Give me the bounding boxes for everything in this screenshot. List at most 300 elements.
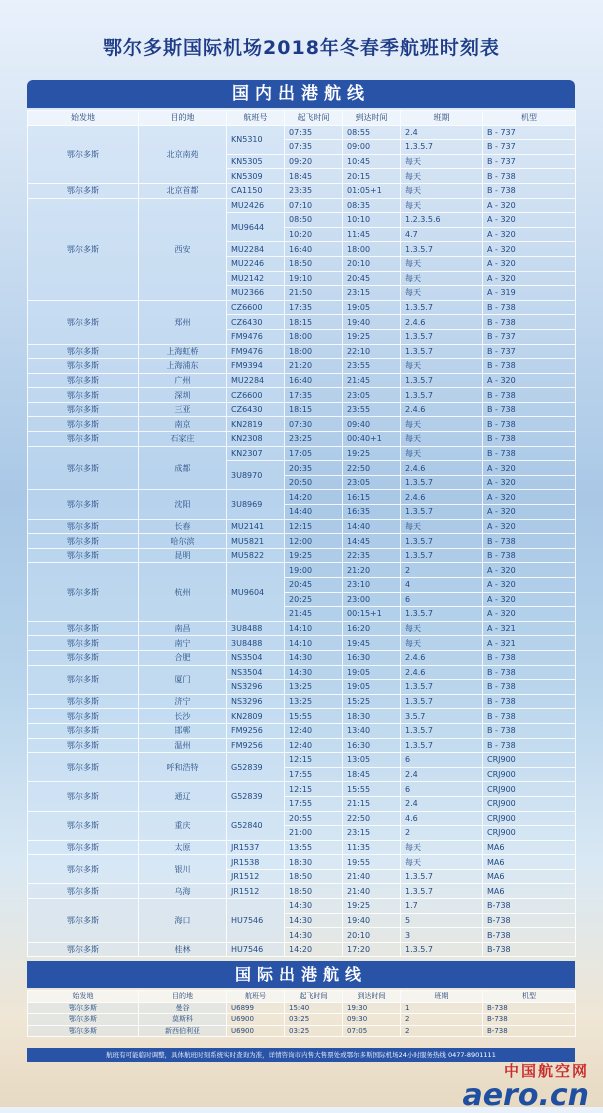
flight-number-cell: KN5305 — [227, 154, 285, 169]
column-header: 起飞时间 — [285, 991, 343, 1003]
flight-number-cell: KN2308 — [227, 432, 285, 447]
table-row — [28, 942, 576, 957]
departure-time-cell: 12:00 — [285, 534, 343, 549]
aircraft-type-cell: A - 320 — [483, 490, 576, 505]
origin-cell: 鄂尔多斯 — [28, 490, 139, 519]
aircraft-type-cell: B-738 — [483, 1025, 576, 1037]
international-schedule-table — [27, 990, 576, 1037]
schedule-days-cell: 每天 — [401, 621, 483, 636]
departure-time-cell: 18:15 — [285, 315, 343, 330]
table-row — [28, 519, 576, 534]
origin-cell: 鄂尔多斯 — [28, 738, 139, 753]
table-row — [28, 753, 576, 768]
origin-cell: 鄂尔多斯 — [28, 899, 139, 943]
schedule-days-cell: 1.3.5.7 — [401, 505, 483, 520]
flight-number-cell: JR1537 — [227, 840, 285, 855]
origin-cell: 鄂尔多斯 — [28, 636, 139, 651]
aircraft-type-cell: B - 738 — [483, 402, 576, 417]
schedule-days-cell: 1.3.5.7 — [401, 738, 483, 753]
flight-number-cell: NS3504 — [227, 650, 285, 665]
aircraft-type-cell: A - 320 — [483, 271, 576, 286]
table-row — [28, 344, 576, 359]
departure-time-cell: 14:10 — [285, 636, 343, 651]
schedule-days-cell: 5 — [401, 913, 483, 928]
destination-cell: 北京首都 — [139, 183, 227, 198]
origin-cell: 鄂尔多斯 — [28, 417, 139, 432]
arrival-time-cell: 20:10 — [343, 256, 401, 271]
table-row — [28, 694, 576, 709]
arrival-time-cell: 15:25 — [343, 694, 401, 709]
flight-number-cell: NS3296 — [227, 694, 285, 709]
arrival-time-cell: 23:55 — [343, 359, 401, 374]
origin-cell: 鄂尔多斯 — [28, 563, 139, 621]
arrival-time-cell: 18:45 — [343, 767, 401, 782]
schedule-days-cell: 每天 — [401, 154, 483, 169]
column-header: 到达时间 — [343, 111, 401, 126]
schedule-days-cell: 1.3.5.7 — [401, 300, 483, 315]
schedule-days-cell: 每天 — [401, 169, 483, 184]
departure-time-cell: 12:15 — [285, 519, 343, 534]
departure-time-cell: 15:55 — [285, 709, 343, 724]
flight-number-cell: NS3504 — [227, 665, 285, 680]
destination-cell: 沈阳 — [139, 490, 227, 519]
arrival-time-cell: 00:40+1 — [343, 432, 401, 447]
destination-cell: 济宁 — [139, 694, 227, 709]
destination-cell: 上海虹桥 — [139, 344, 227, 359]
aircraft-type-cell: A - 320 — [483, 213, 576, 228]
aircraft-type-cell: B - 737 — [483, 125, 576, 140]
arrival-time-cell: 19:40 — [343, 913, 401, 928]
flight-number-cell: MU2141 — [227, 519, 285, 534]
schedule-days-cell: 6 — [401, 782, 483, 797]
schedule-days-cell: 1.3.5.7 — [401, 869, 483, 884]
table-row — [28, 388, 576, 403]
schedule-days-cell: 1.3.5.7 — [401, 475, 483, 490]
flight-number-cell: JR1512 — [227, 884, 285, 899]
departure-time-cell: 08:50 — [285, 213, 343, 228]
aircraft-type-cell: B-738 — [483, 899, 576, 914]
flight-number-cell: FM9256 — [227, 738, 285, 753]
arrival-time-cell: 19:05 — [343, 665, 401, 680]
departure-time-cell: 21:45 — [285, 607, 343, 622]
aircraft-type-cell: B - 738 — [483, 738, 576, 753]
schedule-days-cell: 2.4.6 — [401, 490, 483, 505]
arrival-time-cell: 23:15 — [343, 826, 401, 841]
table-row — [28, 1025, 576, 1037]
aircraft-type-cell: A - 321 — [483, 621, 576, 636]
destination-cell: 郑州 — [139, 300, 227, 344]
schedule-days-cell: 1.3.5.7 — [401, 548, 483, 563]
aircraft-type-cell: MA6 — [483, 855, 576, 870]
aircraft-type-cell: A - 320 — [483, 373, 576, 388]
arrival-time-cell: 21:40 — [343, 869, 401, 884]
aircraft-type-cell: B-738 — [483, 913, 576, 928]
schedule-days-cell: 1.3.5.7 — [401, 242, 483, 257]
table-row — [28, 300, 576, 315]
flight-number-cell: HU7546 — [227, 942, 285, 957]
origin-cell: 鄂尔多斯 — [28, 840, 139, 855]
departure-time-cell: 12:40 — [285, 723, 343, 738]
arrival-time-cell: 09:00 — [343, 140, 401, 155]
departure-time-cell: 23:35 — [285, 183, 343, 198]
flight-number-cell: MU2366 — [227, 286, 285, 301]
schedule-days-cell: 1.7 — [401, 899, 483, 914]
destination-cell: 北京南苑 — [139, 125, 227, 183]
departure-time-cell: 14:30 — [285, 650, 343, 665]
aircraft-type-cell: B - 738 — [483, 680, 576, 695]
arrival-time-cell: 22:50 — [343, 811, 401, 826]
destination-cell: 西安 — [139, 198, 227, 300]
table-row — [28, 563, 576, 578]
domestic-schedule-table — [27, 110, 576, 957]
column-header: 始发地 — [28, 111, 139, 126]
schedule-days-cell: 1.3.5.7 — [401, 723, 483, 738]
destination-cell: 莫斯科 — [139, 1014, 227, 1026]
departure-time-cell: 14:10 — [285, 621, 343, 636]
arrival-time-cell: 19:05 — [343, 680, 401, 695]
destination-cell: 昆明 — [139, 548, 227, 563]
origin-cell: 鄂尔多斯 — [28, 782, 139, 811]
flight-number-cell: 3U8488 — [227, 636, 285, 651]
aircraft-type-cell: A - 320 — [483, 461, 576, 476]
flight-number-cell: FM9394 — [227, 359, 285, 374]
flight-number-cell: JR1538 — [227, 855, 285, 870]
origin-cell: 鄂尔多斯 — [28, 855, 139, 884]
departure-time-cell: 20:25 — [285, 592, 343, 607]
departure-time-cell: 17:55 — [285, 796, 343, 811]
aircraft-type-cell: A - 320 — [483, 563, 576, 578]
arrival-time-cell: 19:55 — [343, 855, 401, 870]
table-row — [28, 636, 576, 651]
destination-cell: 石家庄 — [139, 432, 227, 447]
departure-time-cell: 14:30 — [285, 928, 343, 943]
schedule-days-cell: 1 — [401, 1002, 483, 1014]
origin-cell: 鄂尔多斯 — [28, 519, 139, 534]
schedule-days-cell: 1.2.3.5.6 — [401, 213, 483, 228]
origin-cell: 鄂尔多斯 — [28, 388, 139, 403]
flight-number-cell: CZ6430 — [227, 315, 285, 330]
departure-time-cell: 13:25 — [285, 680, 343, 695]
origin-cell: 鄂尔多斯 — [28, 650, 139, 665]
departure-time-cell: 20:50 — [285, 475, 343, 490]
flight-number-cell: MU2284 — [227, 242, 285, 257]
column-header: 航班号 — [227, 111, 285, 126]
destination-cell: 曼谷 — [139, 1002, 227, 1014]
logo-en-text: aero.cn — [462, 1078, 589, 1113]
arrival-time-cell: 21:15 — [343, 796, 401, 811]
table-row — [28, 534, 576, 549]
aircraft-type-cell: A - 320 — [483, 198, 576, 213]
arrival-time-cell: 21:20 — [343, 563, 401, 578]
destination-cell: 南京 — [139, 417, 227, 432]
flight-number-cell: U6900 — [227, 1014, 285, 1026]
arrival-time-cell: 11:45 — [343, 227, 401, 242]
arrival-time-cell: 16:30 — [343, 738, 401, 753]
table-row — [28, 183, 576, 198]
column-header: 班期 — [401, 111, 483, 126]
arrival-time-cell: 11:35 — [343, 840, 401, 855]
table-row — [28, 709, 576, 724]
table-row — [28, 359, 576, 374]
table-row — [28, 650, 576, 665]
aircraft-type-cell: B - 737 — [483, 154, 576, 169]
aircraft-type-cell: A - 321 — [483, 636, 576, 651]
aircraft-type-cell: A - 320 — [483, 519, 576, 534]
origin-cell: 鄂尔多斯 — [28, 1002, 139, 1014]
origin-cell: 鄂尔多斯 — [28, 665, 139, 694]
arrival-time-cell: 13:40 — [343, 723, 401, 738]
column-header: 到达时间 — [343, 991, 401, 1003]
arrival-time-cell: 10:45 — [343, 154, 401, 169]
origin-cell: 鄂尔多斯 — [28, 621, 139, 636]
arrival-time-cell: 20:10 — [343, 928, 401, 943]
origin-cell: 鄂尔多斯 — [28, 884, 139, 899]
arrival-time-cell: 01:05+1 — [343, 183, 401, 198]
departure-time-cell: 18:30 — [285, 855, 343, 870]
origin-cell: 鄂尔多斯 — [28, 432, 139, 447]
schedule-days-cell: 1.3.5.7 — [401, 373, 483, 388]
column-header: 机型 — [483, 991, 576, 1003]
origin-cell: 鄂尔多斯 — [28, 1025, 139, 1037]
destination-cell: 长沙 — [139, 709, 227, 724]
flight-number-cell: MU9604 — [227, 563, 285, 621]
aircraft-type-cell: B - 738 — [483, 534, 576, 549]
arrival-time-cell: 19:25 — [343, 329, 401, 344]
departure-time-cell: 14:30 — [285, 899, 343, 914]
flight-number-cell: MU9644 — [227, 213, 285, 242]
flight-number-cell: FM9256 — [227, 723, 285, 738]
arrival-time-cell: 20:15 — [343, 169, 401, 184]
aircraft-type-cell: CRJ900 — [483, 826, 576, 841]
aircraft-type-cell: B - 737 — [483, 140, 576, 155]
table-row — [28, 855, 576, 870]
origin-cell: 鄂尔多斯 — [28, 183, 139, 198]
departure-time-cell: 10:20 — [285, 227, 343, 242]
arrival-time-cell: 23:55 — [343, 402, 401, 417]
arrival-time-cell: 20:45 — [343, 271, 401, 286]
table-row — [28, 621, 576, 636]
departure-time-cell: 21:20 — [285, 359, 343, 374]
schedule-days-cell: 每天 — [401, 183, 483, 198]
schedule-days-cell: 6 — [401, 592, 483, 607]
departure-time-cell: 09:20 — [285, 154, 343, 169]
destination-cell: 温州 — [139, 738, 227, 753]
origin-cell: 鄂尔多斯 — [28, 125, 139, 183]
aircraft-type-cell: B - 738 — [483, 665, 576, 680]
aircraft-type-cell: CRJ900 — [483, 796, 576, 811]
departure-time-cell: 07:35 — [285, 140, 343, 155]
arrival-time-cell: 23:10 — [343, 578, 401, 593]
schedule-days-cell: 1.3.5.7 — [401, 344, 483, 359]
flight-number-cell: KN2819 — [227, 417, 285, 432]
aircraft-type-cell: B - 738 — [483, 723, 576, 738]
flight-number-cell: KN5309 — [227, 169, 285, 184]
schedule-days-cell: 2 — [401, 1025, 483, 1037]
schedule-days-cell: 4.6 — [401, 811, 483, 826]
destination-cell: 哈尔滨 — [139, 534, 227, 549]
schedule-days-cell: 2.4 — [401, 125, 483, 140]
departure-time-cell: 16:40 — [285, 373, 343, 388]
arrival-time-cell: 23:05 — [343, 475, 401, 490]
arrival-time-cell: 09:30 — [343, 1014, 401, 1026]
arrival-time-cell: 23:05 — [343, 388, 401, 403]
departure-time-cell: 12:15 — [285, 753, 343, 768]
arrival-time-cell: 18:00 — [343, 242, 401, 257]
aircraft-type-cell: B - 738 — [483, 709, 576, 724]
aircraft-type-cell: A - 320 — [483, 505, 576, 520]
schedule-days-cell: 1.3.5.7 — [401, 329, 483, 344]
schedule-days-cell: 每天 — [401, 286, 483, 301]
schedule-days-cell: 3.5.7 — [401, 709, 483, 724]
schedule-days-cell: 1.3.5.7 — [401, 607, 483, 622]
destination-cell: 南宁 — [139, 636, 227, 651]
aircraft-type-cell: B - 738 — [483, 432, 576, 447]
origin-cell: 鄂尔多斯 — [28, 344, 139, 359]
aircraft-type-cell: B-738 — [483, 1002, 576, 1014]
aircraft-type-cell: B - 738 — [483, 650, 576, 665]
flight-number-cell: NS3296 — [227, 680, 285, 695]
departure-time-cell: 18:15 — [285, 402, 343, 417]
destination-cell: 呼和浩特 — [139, 753, 227, 782]
table-row — [28, 723, 576, 738]
schedule-days-cell: 2.4.6 — [401, 402, 483, 417]
aircraft-type-cell: B - 738 — [483, 417, 576, 432]
table-row — [28, 884, 576, 899]
flight-number-cell: G52839 — [227, 782, 285, 811]
destination-cell: 合肥 — [139, 650, 227, 665]
departure-time-cell: 12:40 — [285, 738, 343, 753]
arrival-time-cell: 15:55 — [343, 782, 401, 797]
flight-number-cell: CZ6600 — [227, 300, 285, 315]
aircraft-type-cell: B - 738 — [483, 300, 576, 315]
flight-number-cell: CZ6600 — [227, 388, 285, 403]
flight-number-cell: MU2246 — [227, 256, 285, 271]
schedule-days-cell: 2.4.6 — [401, 665, 483, 680]
flight-number-cell: HU7546 — [227, 899, 285, 943]
schedule-days-cell: 1.3.5.7 — [401, 694, 483, 709]
schedule-days-cell: 2 — [401, 563, 483, 578]
origin-cell: 鄂尔多斯 — [28, 1014, 139, 1026]
origin-cell: 鄂尔多斯 — [28, 373, 139, 388]
destination-cell: 乌海 — [139, 884, 227, 899]
origin-cell: 鄂尔多斯 — [28, 402, 139, 417]
arrival-time-cell: 07:05 — [343, 1025, 401, 1037]
schedule-days-cell: 每天 — [401, 432, 483, 447]
table-row — [28, 432, 576, 447]
arrival-time-cell: 19:25 — [343, 899, 401, 914]
origin-cell: 鄂尔多斯 — [28, 709, 139, 724]
flight-number-cell: KN2307 — [227, 446, 285, 461]
aircraft-type-cell: A - 320 — [483, 242, 576, 257]
table-row — [28, 402, 576, 417]
table-row — [28, 490, 576, 505]
schedule-days-cell: 1.3.5.7 — [401, 942, 483, 957]
table-row — [28, 811, 576, 826]
aircraft-type-cell: MA6 — [483, 884, 576, 899]
departure-time-cell: 18:50 — [285, 256, 343, 271]
arrival-time-cell: 19:05 — [343, 300, 401, 315]
arrival-time-cell: 16:15 — [343, 490, 401, 505]
origin-cell: 鄂尔多斯 — [28, 753, 139, 782]
aircraft-type-cell: CRJ900 — [483, 782, 576, 797]
aircraft-type-cell: MA6 — [483, 840, 576, 855]
arrival-time-cell: 21:45 — [343, 373, 401, 388]
flight-number-cell: MU2142 — [227, 271, 285, 286]
table-row — [28, 840, 576, 855]
flight-number-cell: JR1512 — [227, 869, 285, 884]
aircraft-type-cell: B-738 — [483, 1014, 576, 1026]
schedule-days-cell: 1.3.5.7 — [401, 140, 483, 155]
aircraft-type-cell: B - 738 — [483, 694, 576, 709]
aircraft-type-cell: B - 737 — [483, 344, 576, 359]
departure-time-cell: 16:40 — [285, 242, 343, 257]
departure-time-cell: 19:25 — [285, 548, 343, 563]
flight-number-cell: U6900 — [227, 1025, 285, 1037]
origin-cell: 鄂尔多斯 — [28, 548, 139, 563]
departure-time-cell: 18:45 — [285, 169, 343, 184]
arrival-time-cell: 22:50 — [343, 461, 401, 476]
departure-time-cell: 03:25 — [285, 1014, 343, 1026]
flight-number-cell: CA1150 — [227, 183, 285, 198]
arrival-time-cell: 23:00 — [343, 592, 401, 607]
departure-time-cell: 07:35 — [285, 125, 343, 140]
departure-time-cell: 20:35 — [285, 461, 343, 476]
arrival-time-cell: 23:15 — [343, 286, 401, 301]
departure-time-cell: 14:20 — [285, 490, 343, 505]
aircraft-type-cell: B - 738 — [483, 359, 576, 374]
column-header: 目的地 — [139, 111, 227, 126]
aircraft-type-cell: A - 319 — [483, 286, 576, 301]
table-header-row — [28, 111, 576, 126]
table-row — [28, 1002, 576, 1014]
table-row — [28, 665, 576, 680]
destination-cell: 杭州 — [139, 563, 227, 621]
arrival-time-cell: 14:40 — [343, 519, 401, 534]
arrival-time-cell: 18:30 — [343, 709, 401, 724]
departure-time-cell: 14:40 — [285, 505, 343, 520]
schedule-days-cell: 2.4 — [401, 767, 483, 782]
table-row — [28, 782, 576, 797]
schedule-days-cell: 4 — [401, 578, 483, 593]
destination-cell: 海口 — [139, 899, 227, 943]
flight-number-cell: KN2809 — [227, 709, 285, 724]
flight-number-cell: FM9476 — [227, 329, 285, 344]
departure-time-cell: 03:25 — [285, 1025, 343, 1037]
aircraft-type-cell: B - 738 — [483, 169, 576, 184]
departure-time-cell: 18:50 — [285, 869, 343, 884]
aircraft-type-cell: A - 320 — [483, 592, 576, 607]
arrival-time-cell: 09:40 — [343, 417, 401, 432]
aircraft-type-cell: A - 320 — [483, 475, 576, 490]
departure-time-cell: 07:10 — [285, 198, 343, 213]
aircraft-type-cell: B-738 — [483, 928, 576, 943]
flight-number-cell: MU5821 — [227, 534, 285, 549]
aircraft-type-cell: A - 320 — [483, 256, 576, 271]
schedule-days-cell: 每天 — [401, 256, 483, 271]
aircraft-type-cell: B - 738 — [483, 446, 576, 461]
destination-cell: 成都 — [139, 446, 227, 490]
aircraft-type-cell: A - 320 — [483, 578, 576, 593]
departure-time-cell: 19:00 — [285, 563, 343, 578]
origin-cell: 鄂尔多斯 — [28, 534, 139, 549]
departure-time-cell: 14:30 — [285, 665, 343, 680]
schedule-days-cell: 6 — [401, 753, 483, 768]
departure-time-cell: 15:40 — [285, 1002, 343, 1014]
arrival-time-cell: 14:45 — [343, 534, 401, 549]
arrival-time-cell: 16:20 — [343, 621, 401, 636]
schedule-days-cell: 每天 — [401, 198, 483, 213]
arrival-time-cell: 19:45 — [343, 636, 401, 651]
